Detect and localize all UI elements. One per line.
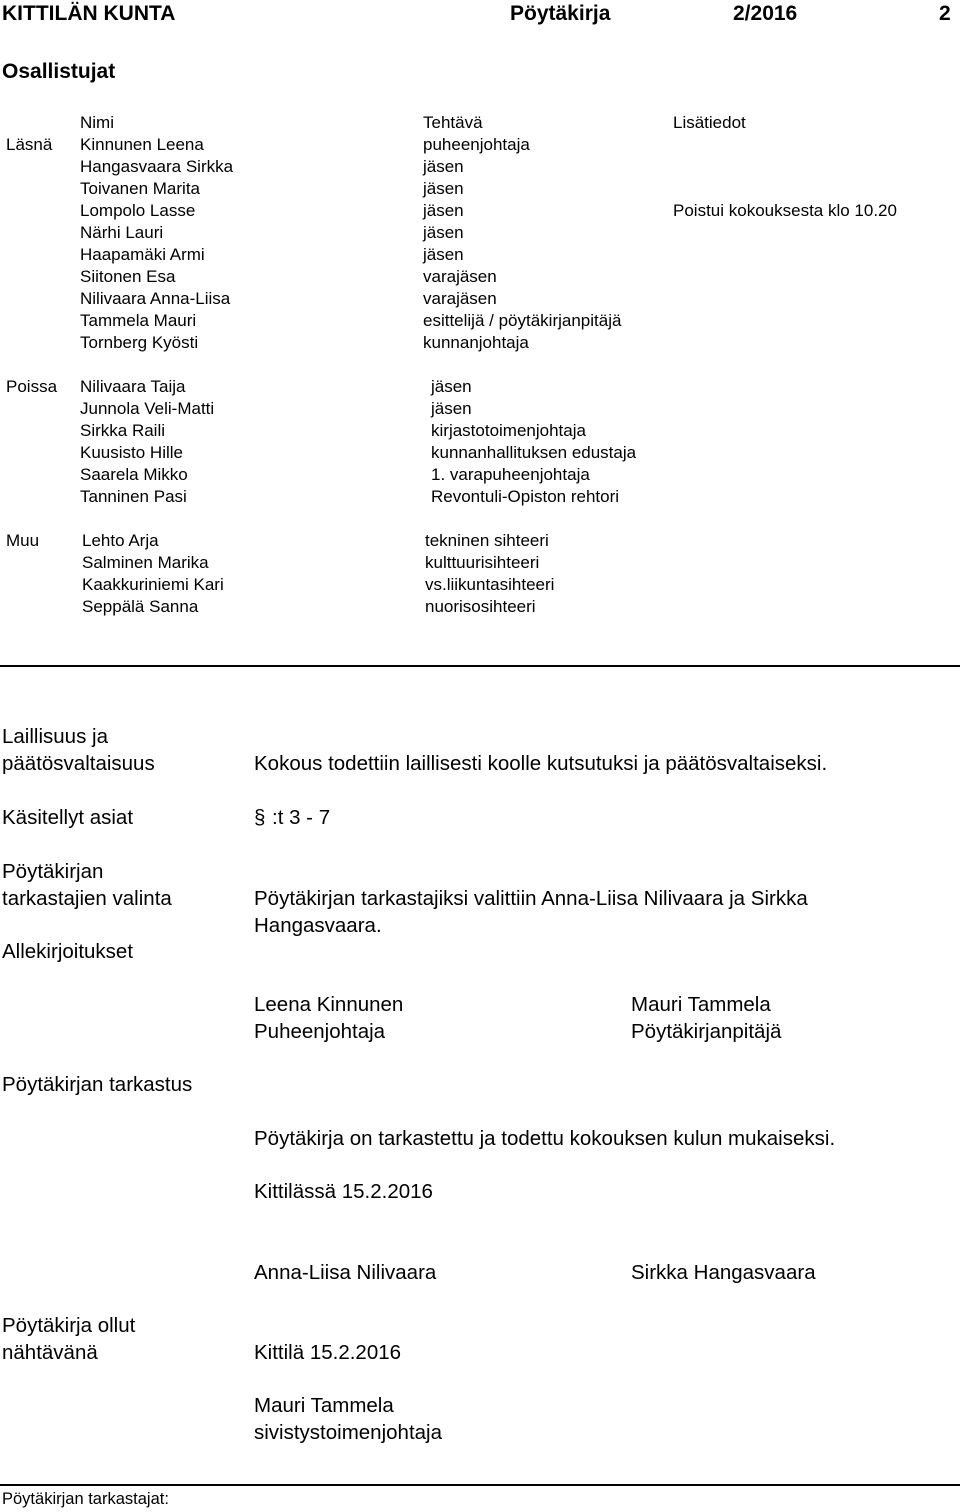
group-label-other: Muu: [6, 531, 40, 550]
participant-name: Sirkka Raili: [80, 421, 166, 440]
legality-label-line1: Laillisuus ja: [2, 725, 108, 748]
participant-role: varajäsen: [423, 289, 497, 308]
participant-name: Siitonen Esa: [80, 267, 176, 286]
page-number: 2: [939, 2, 951, 25]
participant-role: jäsen: [431, 399, 472, 418]
participant-role: vs.liikuntasihteeri: [425, 575, 555, 594]
footer-divider: [0, 1484, 960, 1486]
divider: [0, 665, 960, 667]
participant-role: jäsen: [423, 179, 464, 198]
participant-role: kirjastotoimenjohtaja: [431, 421, 586, 440]
section-symbol: §: [254, 806, 266, 829]
handled-text: :t 3 - 7: [272, 806, 331, 829]
column-header-info: Lisätiedot: [673, 113, 746, 132]
display-label-line2: nähtävänä: [2, 1341, 98, 1364]
participant-name: Seppälä Sanna: [82, 597, 199, 616]
display-name: Mauri Tammela: [254, 1394, 394, 1417]
inspectors-text-line2: Hangasvaara.: [254, 914, 382, 937]
footer-text: Pöytäkirjan tarkastajat:: [2, 1490, 169, 1508]
participant-name: Kaakkuriniemi Kari: [82, 575, 224, 594]
participant-name: Kinnunen Leena: [80, 135, 204, 154]
participant-role: varajäsen: [423, 267, 497, 286]
column-header-name: Nimi: [80, 113, 114, 132]
participant-role: tekninen sihteeri: [425, 531, 549, 550]
section-title: Osallistujat: [2, 60, 116, 83]
group-label-present: Läsnä: [6, 135, 53, 154]
participant-role: jäsen: [423, 157, 464, 176]
signature-left-name: Leena Kinnunen: [254, 993, 404, 1016]
participant-role: kulttuurisihteeri: [425, 553, 540, 572]
review-name-left: Anna-Liisa Nilivaara: [254, 1261, 437, 1284]
review-text: Pöytäkirja on tarkastettu ja todettu kokouksen kulun mukaiseksi.: [254, 1127, 836, 1150]
display-place-date: Kittilä 15.2.2016: [254, 1341, 402, 1364]
participant-role: jäsen: [423, 201, 464, 220]
participant-name: Haapamäki Armi: [80, 245, 205, 264]
participant-role: kunnanhallituksen edustaja: [431, 443, 637, 462]
review-label: Pöytäkirjan tarkastus: [2, 1073, 193, 1096]
participant-role: esittelijä / pöytäkirjanpitäjä: [423, 311, 622, 330]
inspectors-text-line1: Pöytäkirjan tarkastajiksi valittiin Anna-Liisa Nilivaara ja Sirkka: [254, 887, 808, 910]
handled-label: Käsitellyt asiat: [2, 806, 134, 829]
participant-role: kunnanjohtaja: [423, 333, 529, 352]
legality-label-line2: päätösvaltaisuus: [2, 752, 155, 775]
participant-role: jäsen: [423, 223, 464, 242]
signatures-label: Allekirjoitukset: [2, 940, 134, 963]
participant-name: Lehto Arja: [82, 531, 159, 550]
participant-name: Toivanen Marita: [80, 179, 201, 198]
display-title: sivistystoimenjohtaja: [254, 1421, 442, 1444]
participant-name: Tammela Mauri: [80, 311, 197, 330]
participant-role: jäsen: [423, 245, 464, 264]
participant-role: puheenjohtaja: [423, 135, 530, 154]
group-label-absent: Poissa: [6, 377, 58, 396]
participant-role: nuorisosihteeri: [425, 597, 536, 616]
organization-name: KITTILÄN KUNTA: [2, 2, 176, 25]
participant-name: Kuusisto Hille: [80, 443, 183, 462]
signature-right-title: Pöytäkirjanpitäjä: [631, 1020, 782, 1043]
participant-name: Salminen Marika: [82, 553, 209, 572]
legality-text: Kokous todettiin laillisesti koolle kutsutuksi ja päätösvaltaiseksi.: [254, 752, 828, 775]
participant-role: 1. varapuheenjohtaja: [431, 465, 590, 484]
participant-name: Närhi Lauri: [80, 223, 164, 242]
participant-name: Tornberg Kyösti: [80, 333, 199, 352]
participant-name: Tanninen Pasi: [80, 487, 187, 506]
inspectors-label-line2: tarkastajien valinta: [2, 887, 172, 910]
participant-name: Nilivaara Taija: [80, 377, 186, 396]
participant-name: Junnola Veli-Matti: [80, 399, 215, 418]
participant-name: Saarela Mikko: [80, 465, 188, 484]
participant-role: Revontuli-Opiston rehtori: [431, 487, 620, 506]
inspectors-label-line1: Pöytäkirjan: [2, 860, 104, 883]
document-number: 2/2016: [733, 2, 798, 25]
signature-right-name: Mauri Tammela: [631, 993, 771, 1016]
display-label-line1: Pöytäkirja ollut: [2, 1314, 136, 1337]
review-place-date: Kittilässä 15.2.2016: [254, 1180, 433, 1203]
review-name-right: Sirkka Hangasvaara: [631, 1261, 816, 1284]
signature-left-title: Puheenjohtaja: [254, 1020, 386, 1043]
participant-name: Nilivaara Anna-Liisa: [80, 289, 231, 308]
column-header-role: Tehtävä: [423, 113, 483, 132]
participant-info: Poistui kokouksesta klo 10.20: [673, 201, 897, 220]
participant-name: Lompolo Lasse: [80, 201, 196, 220]
participant-role: jäsen: [431, 377, 472, 396]
participant-name: Hangasvaara Sirkka: [80, 157, 234, 176]
document-type: Pöytäkirja: [510, 2, 611, 25]
